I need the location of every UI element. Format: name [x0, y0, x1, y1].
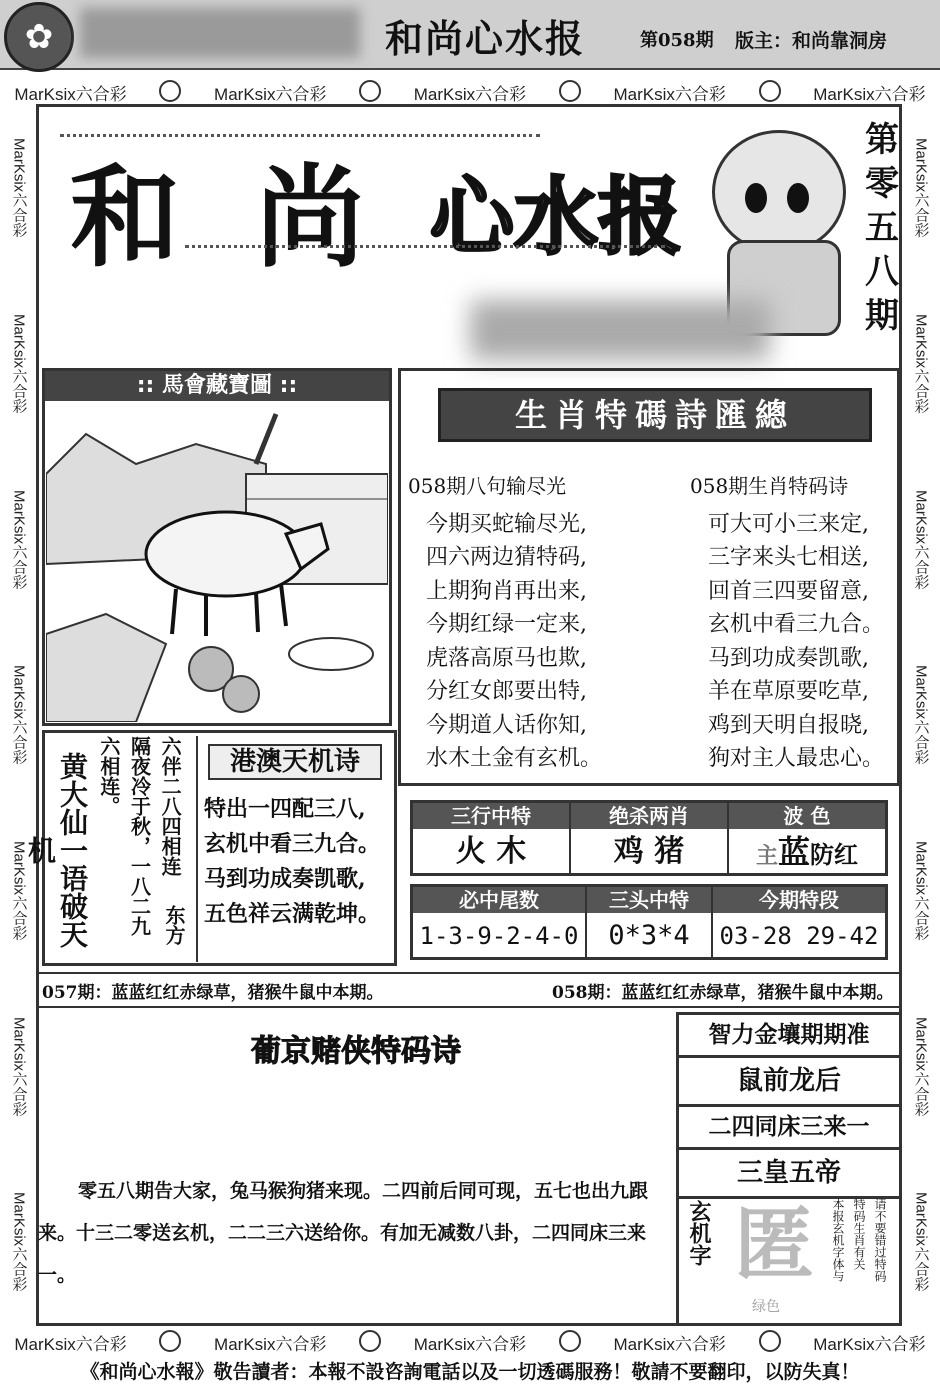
poem-line: 鸡到天明自报晓,: [708, 712, 869, 738]
poem-line: 今期红绿一定来,: [426, 612, 587, 637]
stats-cell-value: 1-3-9-2-4-0: [419, 922, 579, 950]
stats-cell-head: 三行中特: [413, 803, 569, 829]
flower-icon: [159, 1330, 181, 1352]
watermark-col-left: [2, 100, 36, 1330]
poem-line: 分红女郎要出特,: [426, 679, 587, 704]
gangao-poem: [204, 792, 394, 932]
divider: [196, 736, 198, 962]
side-line: 三皇五帝: [679, 1150, 899, 1199]
stats-table-row2: [410, 884, 888, 960]
side-line: 二四同床三来一: [679, 1107, 899, 1150]
stats-cell-value: 0*3*4: [608, 920, 690, 951]
poem-line: 可大可小三来定,: [708, 511, 869, 537]
poem-right: [690, 470, 900, 776]
stats-cell-head: 三头中特: [587, 887, 711, 913]
watermark-text: MarKsix六合彩: [413, 1335, 527, 1354]
vine-decoration-bottom: [185, 245, 665, 266]
monk-mascot: [712, 130, 846, 254]
stats-cell: [413, 803, 571, 873]
watermark-text: MarKsix六合彩: [912, 1192, 930, 1292]
eye-icon: [787, 183, 809, 213]
xuanji-label: 玄机字: [686, 1200, 712, 1266]
header-editor: 版主：和尚靠洞房: [735, 30, 888, 52]
stats-cell: [413, 887, 587, 957]
blurred-region: [80, 8, 360, 58]
issue-char: 五: [865, 208, 899, 248]
poem-line: 回首三四要留意,: [708, 578, 869, 604]
watermark-col-right: [904, 100, 938, 1330]
stats-cell-value: [729, 829, 885, 875]
wave-secondary: 防红: [810, 840, 859, 869]
watermark-text: MarKsix六合彩: [214, 1335, 327, 1354]
pig-illustration: [46, 404, 388, 722]
notice-prev: 057期：蓝蓝红红赤绿草，猪猴牛鼠中本期。: [42, 983, 384, 1003]
stats-cell: [587, 887, 713, 957]
poem-line: 羊在草原要吃草,: [708, 679, 869, 704]
flower-icon: [359, 1330, 381, 1352]
watermark-text: MarKsix六合彩: [912, 489, 930, 589]
poem-line: 虎落高原马也欺,: [426, 645, 587, 671]
bauhinia-logo-icon: ✿: [4, 2, 74, 72]
flower-icon: [759, 80, 781, 102]
watermark-text: MarKsix六合彩: [813, 1335, 926, 1354]
huang-daxian-east: 东方: [162, 905, 186, 945]
flower-icon: [159, 80, 181, 102]
watermark-text: MarKsix六合彩: [10, 138, 28, 238]
poem-line: 五色祥云满乾坤。: [204, 901, 381, 927]
gambler-poem-title: 葡京赌侠特码诗: [251, 1034, 461, 1069]
watermark-text: MarKsix六合彩: [912, 138, 930, 238]
footer-notice: 《和尚心水報》敬告讀者：本報不設咨詢電話以及一切透碼服務！敬請不要翻印，以防失真！: [0, 1356, 940, 1388]
poem-line: 玄机中看三九合。: [708, 612, 885, 637]
stats-cell: [729, 803, 885, 873]
eye-icon: [745, 183, 767, 213]
stats-cell: [571, 803, 729, 873]
small-text: 本报玄机字体与: [831, 1198, 845, 1282]
issue-char: 零: [865, 164, 899, 204]
watermark-text: MarKsix六合彩: [10, 841, 28, 941]
flower-icon: [359, 80, 381, 102]
issue-vertical: [862, 118, 902, 338]
stats-cell-head: 波 色: [729, 803, 885, 829]
watermark-text: MarKsix六合彩: [10, 665, 28, 765]
stats-cell-head: 绝杀两肖: [571, 803, 727, 829]
poem-line: 特出一四配三八,: [204, 796, 366, 822]
side-line: 智力金壤期期准: [679, 1015, 899, 1058]
watermark-text: MarKsix六合彩: [10, 1192, 28, 1292]
watermark-text: MarKsix六合彩: [613, 1335, 726, 1354]
treasure-map-title: :: 馬會藏寶圖 ::: [45, 371, 389, 401]
small-text: 特码生肖有关: [852, 1198, 866, 1270]
stats-cell: [713, 887, 885, 957]
stats-cell-value: 03-28 29-42: [719, 922, 879, 950]
header-title: 和尚心水报: [385, 17, 586, 61]
xuanji-small-text: [830, 1198, 889, 1316]
poem-line: 水木土金有玄机。: [426, 746, 603, 771]
flower-icon: [759, 1330, 781, 1352]
stats-cell-head: 必中尾数: [413, 887, 585, 913]
stats-cell-value: 火 木: [455, 834, 527, 869]
issue-char: 八: [865, 252, 899, 292]
watermark-text: MarKsix六合彩: [912, 841, 930, 941]
huang-daxian-col: 六相连。: [96, 736, 121, 816]
zodiac-poems-title: 生肖特碼詩匯總: [438, 388, 872, 442]
side-line: 鼠前龙后: [679, 1058, 899, 1107]
poem-line: 四六两边猜特码,: [426, 545, 587, 570]
huang-daxian-label: 黄大仙一语破天机: [24, 752, 89, 948]
xuanji-char: 匿: [734, 1197, 814, 1291]
watermark-text: MarKsix六合彩: [613, 85, 726, 104]
watermark-text: MarKsix六合彩: [912, 313, 930, 414]
gangao-poem-title: 港澳天机诗: [208, 744, 382, 780]
poem-line: 今期道人话你知,: [426, 712, 587, 738]
gambler-poem-text: 零五八期告大家，兔马猴狗猪来现。二四前后同可现，五七也出九跟来。十三二零送玄机，二二三六送给你。有加无减数八卦，二四同床三来一。: [38, 1180, 649, 1286]
blurred-region: [470, 300, 770, 360]
watermark-row-top: [0, 80, 940, 105]
watermark-text: MarKsix六合彩: [14, 85, 127, 104]
flower-icon: [559, 1330, 581, 1352]
masthead-char-1: 和: [70, 153, 180, 282]
poem-line: 马到功成奏凯歌,: [708, 645, 869, 671]
poem-left-heading: 058期八句输尽光: [408, 474, 567, 498]
watermark-text: MarKsix六合彩: [10, 489, 28, 589]
issue-char: 期: [865, 296, 899, 336]
watermark-text: MarKsix六合彩: [14, 1335, 127, 1354]
side-box-lines: [679, 1015, 899, 1199]
poem-line: 上期狗肖再出来,: [426, 578, 587, 604]
wave-primary: 蓝: [778, 833, 811, 871]
xuanji-note: 绿色: [752, 1299, 780, 1315]
masthead-char-2: 尚: [255, 153, 365, 282]
wave-primary-prefix: 主: [755, 843, 778, 869]
poem-right-heading: 058期生肖特码诗: [690, 474, 849, 498]
header-issue: 第058期: [640, 30, 714, 51]
poem-line: 玄机中看三九合。: [204, 831, 381, 857]
poem-left: [408, 470, 668, 776]
watermark-text: MarKsix六合彩: [912, 1016, 930, 1116]
watermark-row-bottom: [0, 1330, 940, 1355]
stats-cell-value: 鸡 猪: [613, 834, 685, 869]
issue-char: 第: [865, 120, 899, 160]
poem-line: 今期买蛇输尽光,: [426, 511, 587, 537]
watermark-text: MarKsix六合彩: [912, 665, 930, 765]
watermark-text: MarKsix六合彩: [813, 85, 926, 104]
small-text: 请不要错过特码: [873, 1198, 887, 1282]
poem-line: 马到功成奏凯歌,: [204, 866, 366, 892]
watermark-text: MarKsix六合彩: [10, 313, 28, 414]
notice-curr: 058期：蓝蓝红红赤绿草，猪猴牛鼠中本期。: [552, 983, 894, 1003]
flower-icon: [559, 80, 581, 102]
stats-table-row1: [410, 800, 888, 876]
huang-daxian-col: 隔夜冷于秋，一八二九: [127, 736, 152, 936]
huang-daxian-col: 六伴二八四相连: [158, 736, 183, 876]
watermark-text: MarKsix六合彩: [10, 1016, 28, 1116]
watermark-text: MarKsix六合彩: [214, 85, 327, 104]
poem-line: 狗对主人最忠心。: [708, 746, 885, 771]
masthead-subtitle: 心水报: [430, 168, 683, 266]
stats-cell-head: 今期特段: [713, 887, 885, 913]
poem-line: 三字来头七相送,: [708, 545, 869, 570]
watermark-text: MarKsix六合彩: [413, 85, 527, 104]
